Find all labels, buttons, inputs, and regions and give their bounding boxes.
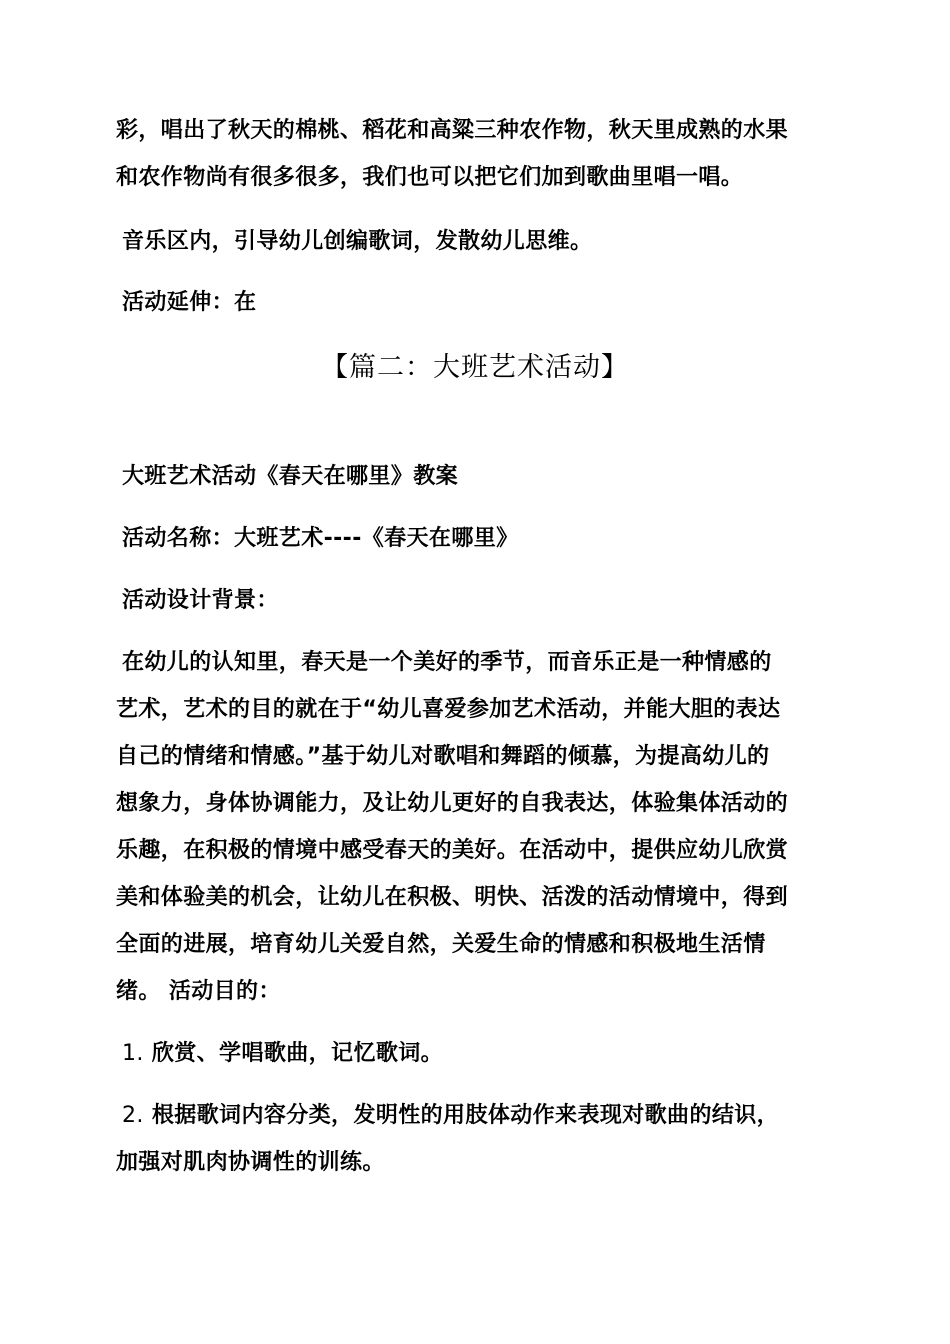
text-line: 想象力，身体协调能力，及让幼儿更好的自我表达，体验集体活动的 (116, 791, 789, 816)
text-line: 彩，唱出了秋天的棉桃、稻花和高粱三种农作物，秋天里成熟的水果 (116, 118, 789, 143)
text-line: 和农作物尚有很多很多，我们也可以把它们加到歌曲里唱一唱。 (116, 165, 744, 190)
text-line: 活动设计背景： (122, 588, 279, 613)
text-line: 美和体验美的机会，让幼儿在积极、明快、活泼的活动情境中，得到 (116, 885, 789, 910)
text-line: 加强对肌肉协调性的训练。 (116, 1150, 385, 1175)
paragraph-design-background (116, 639, 840, 1015)
text-line: 自己的情绪和情感。”基于幼儿对歌唱和舞蹈的倾慕，为提高幼儿的 (116, 744, 770, 769)
text-line: 乐趣，在积极的情境中感受春天的美好。在活动中，提供应幼儿欣赏 (116, 838, 789, 863)
goal-item-2 (116, 1092, 840, 1186)
goal-text: 欣赏、学唱歌曲，记忆歌词。 (151, 1041, 444, 1066)
goal-item-1 (116, 1030, 846, 1077)
paragraph-autumn-song (116, 107, 840, 201)
text-line: 全面的进展，培育幼儿关爱自然，关爱生命的情感和积极地生活情 (116, 932, 766, 957)
text-line: 大班艺术活动《春天在哪里》教案 (122, 464, 459, 489)
goal-number: 1. (122, 1041, 144, 1066)
text-line: 绪。 活动目的： (116, 979, 281, 1004)
text-line: 音乐区内，引导幼儿创编歌词，发散幼儿思维。 (122, 229, 593, 254)
goal-line (122, 1030, 846, 1077)
lesson-plan-title (116, 453, 846, 500)
section-heading: 【篇二：大班艺术活动】 (321, 352, 629, 383)
goal-line (116, 1092, 840, 1139)
paragraph-music-area (116, 218, 846, 265)
text-line: 活动延伸：在 (122, 290, 257, 315)
activity-name (116, 515, 846, 562)
text-line: 活动名称：大班艺术----《春天在哪里》 (122, 526, 519, 551)
text-line: 艺术，艺术的目的就在于“幼儿喜爱参加艺术活动，并能大胆的表达 (116, 697, 781, 722)
goal-number: 2. (122, 1103, 144, 1128)
text-line: 在幼儿的认知里，春天是一个美好的季节，而音乐正是一种情感的 (122, 650, 772, 675)
background-label (116, 577, 846, 624)
goal-text: 根据歌词内容分类，发明性的用肢体动作来表现对歌曲的结识， (151, 1103, 780, 1128)
paragraph-activity-extension (116, 279, 846, 326)
